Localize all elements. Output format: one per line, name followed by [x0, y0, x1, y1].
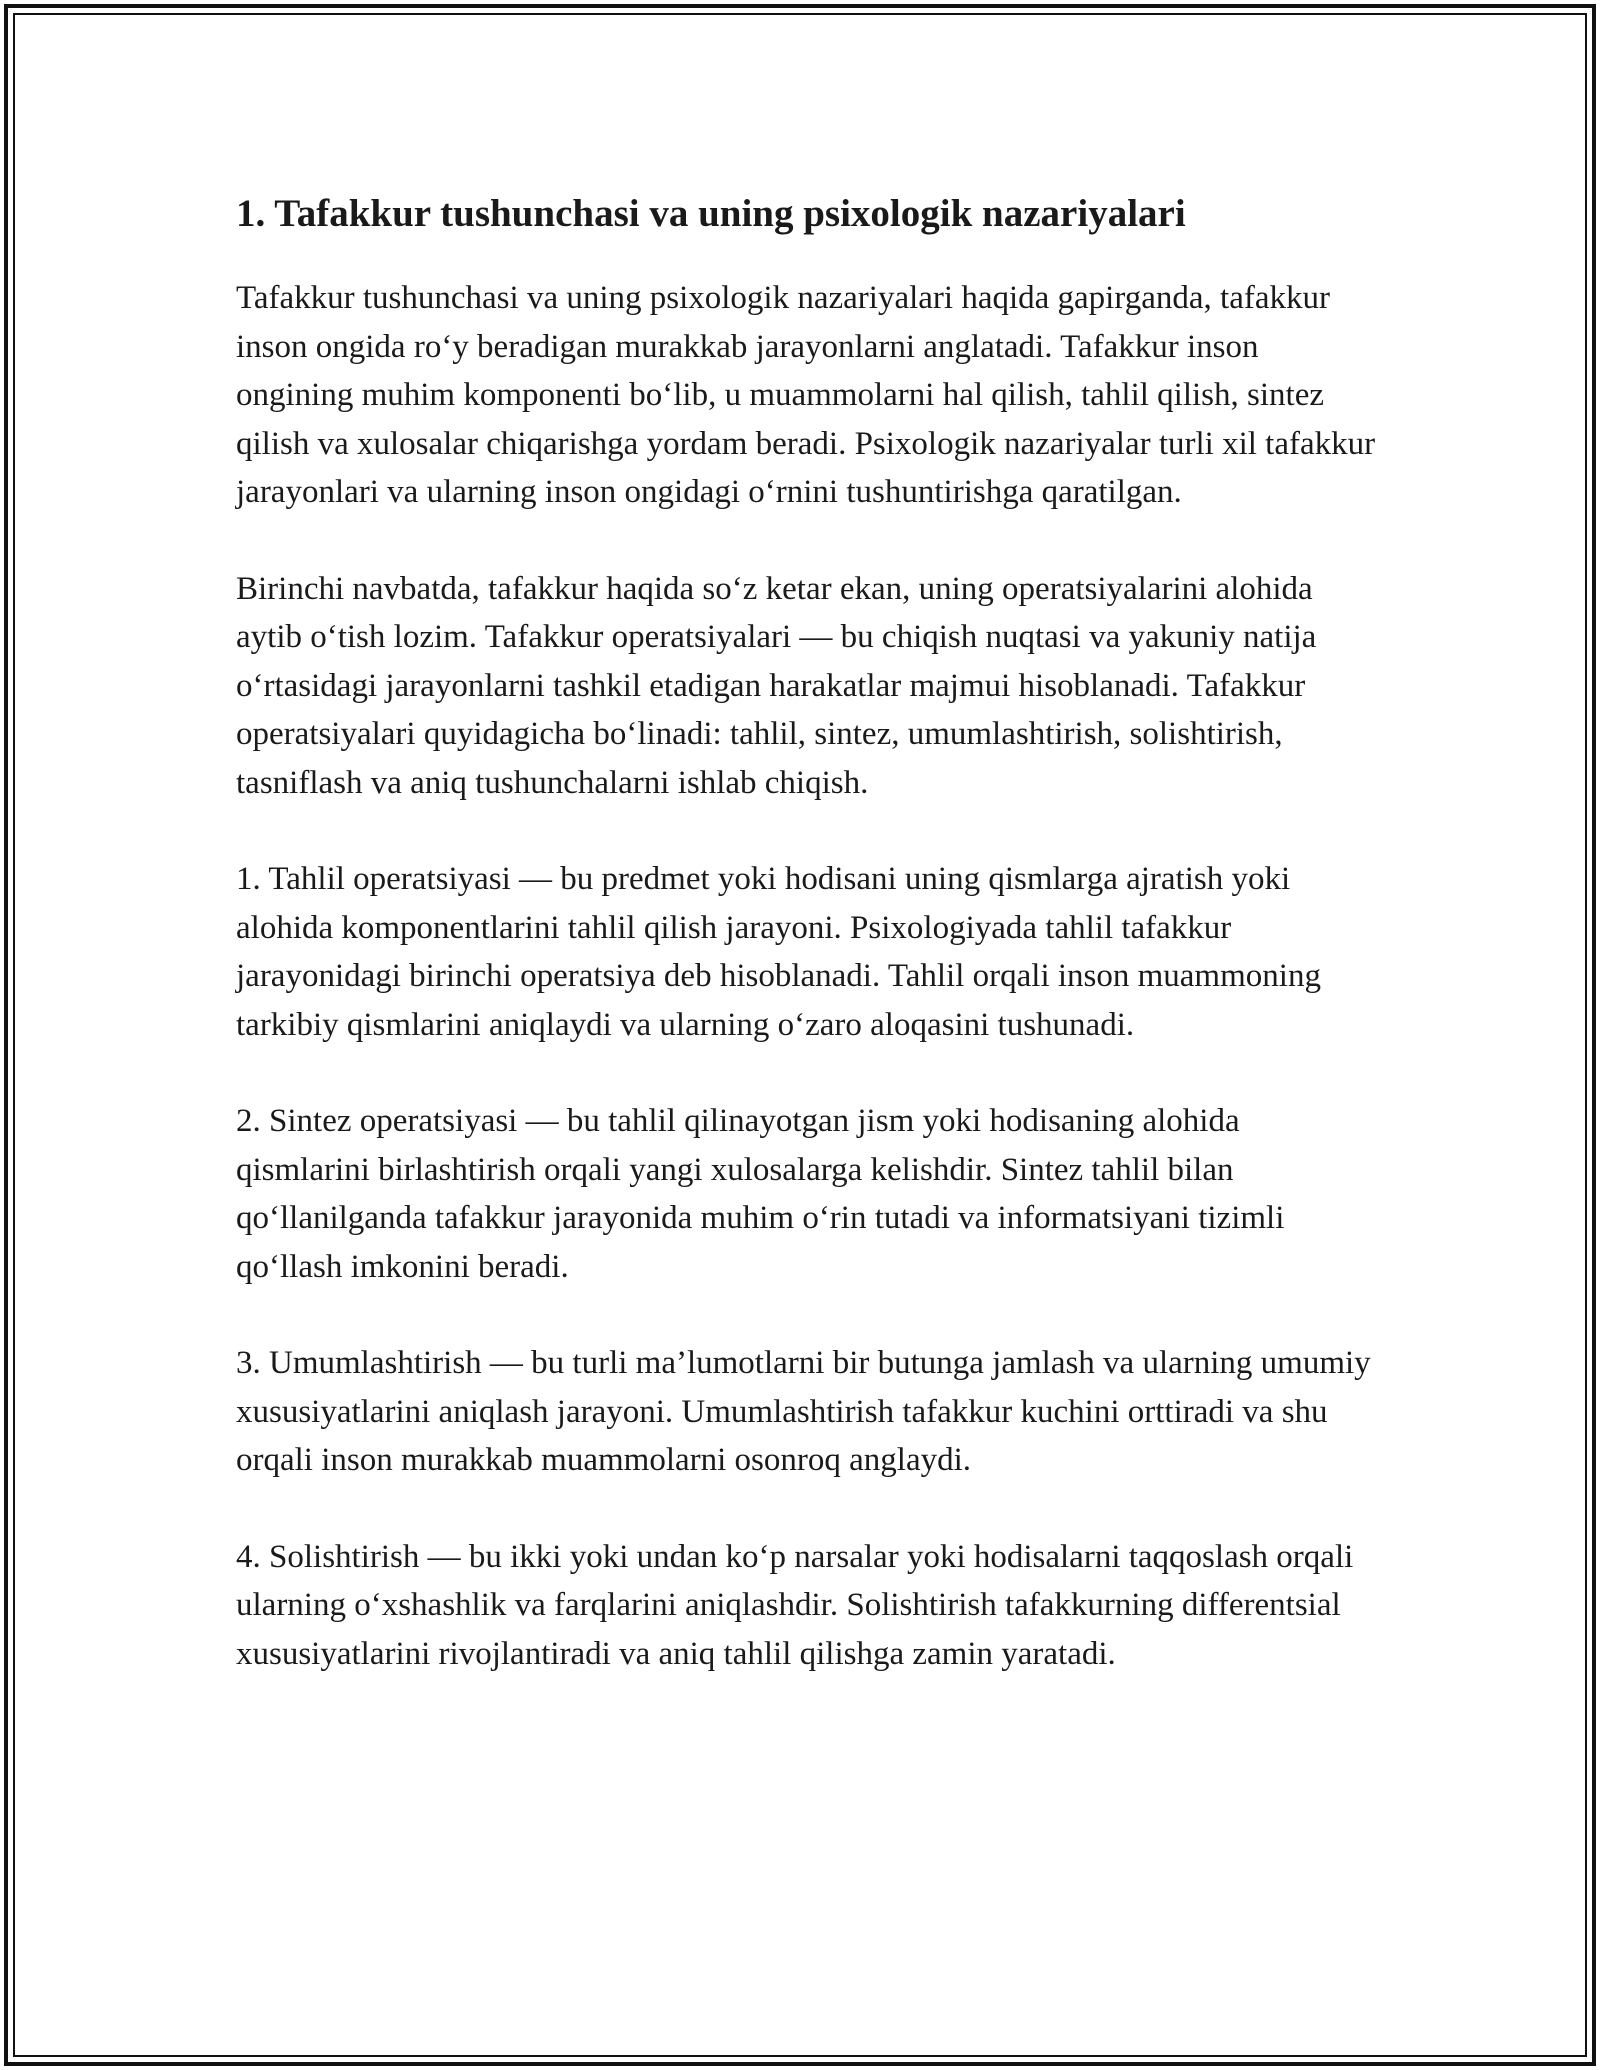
paragraph-comparison: 4. Solishtirish — bu ikki yoki undan ko‘p narsalar yoki hodisalarni taqqoslash orqali ularning o‘xshashlik va farqlarini aniqlashdir. Solishtirish tafakkurning differentsial xususiyatlarini rivojlantiradi va aniq tahlil qilishga zamin yaratadi.	[236, 1538, 1354, 1672]
paragraph-synthesis: 2. Sintez operatsiyasi — bu tahlil qilinayotgan jism yoki hodisaning alohida qismlarini birlashtirish orqali yangi xulosalarga kelishdir. Sintez tahlil bilan qo‘llanilganda tafakkur jarayonida muhim o‘rin tutadi va informatsiyani tizimli qo‘llash imkonini beradi.	[236, 1103, 1285, 1285]
section-heading: 1. Tafakkur tushunchasi va uning psixologik nazariyalari	[236, 192, 1186, 235]
document-body	[236, 186, 1376, 1726]
paragraph-intro: Tafakkur tushunchasi va uning psixologik nazariyalari haqida gapirganda, tafakkur inson ongida ro‘y beradigan murakkab jarayonlarni anglatadi. Tafakkur inson ongining muhim komponenti bo‘lib, u muammolarni hal qilish, tahlil qilish, sintez qilish va xulosalar chiqarishga yordam beradi. Psixologik nazariyalar turli xil tafakkur jarayonlari va ularning inson ongidagi o‘rnini tushuntirishga qaratilgan.	[236, 280, 1376, 510]
paragraph-operations: Birinchi navbatda, tafakkur haqida so‘z ketar ekan, uning operatsiyalarini alohida aytib o‘tish lozim. Tafakkur operatsiyalari — bu chiqish nuqtasi va yakuniy natija o‘rtasidagi jarayonlarni tashkil etadigan harakatlar majmui hisoblanadi. Tafakkur operatsiyalari quyidagicha bo‘linadi: tahlil, sintez, umumlashtirish, solishtirish, tasniflash va aniq tushunchalarni ishlab chiqish.	[236, 570, 1317, 801]
paragraph-analysis: 1. Tahlil operatsiyasi — bu predmet yoki hodisani uning qismlarga ajratish yoki alohida komponentlarini tahlil qilish jarayoni. Psixologiyada tahlil tafakkur jarayonidagi birinchi operatsiya deb hisoblanadi. Tahlil orqali inson muammoning tarkibiy qismlarini aniqlaydi va ularning o‘zaro aloqasini tushunadi.	[236, 861, 1321, 1043]
paragraph-generalization: 3. Umumlashtirish — bu turli ma’lumotlarni bir butunga jamlash va ularning umumiy xususiyatlarini aniqlash jarayoni. Umumlashtirish tafakkur kuchini orttiradi va shu orqali inson murakkab muammolarni osonroq anglaydi.	[236, 1345, 1371, 1478]
